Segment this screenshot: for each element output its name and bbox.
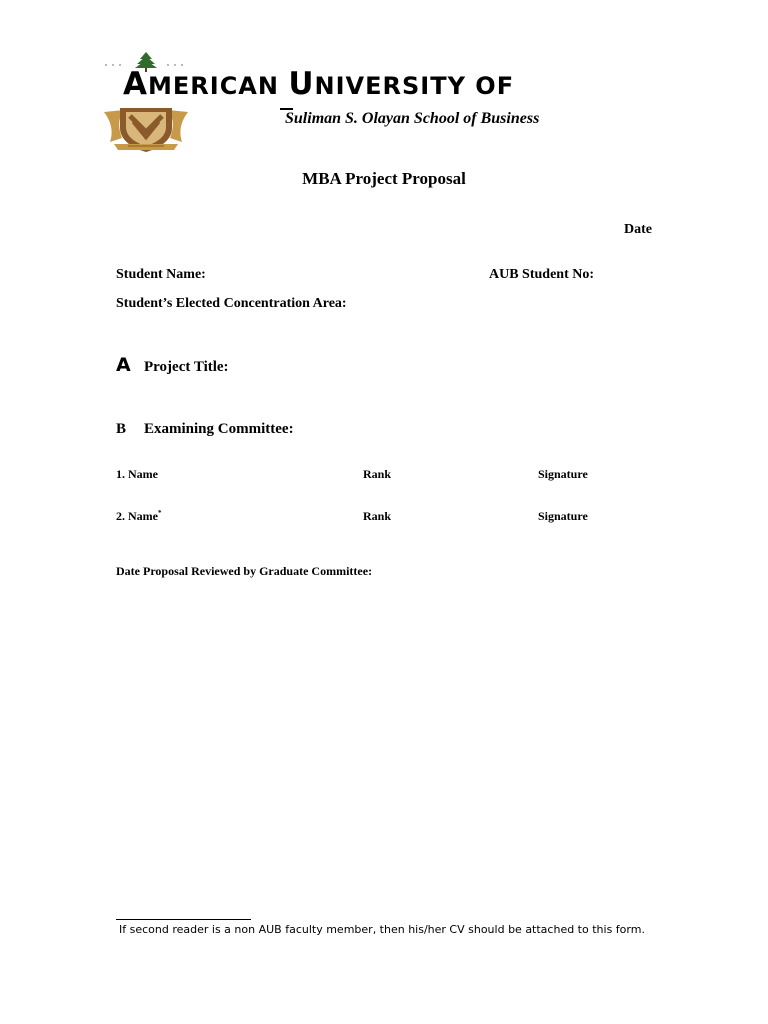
university-initial-b: U [288, 66, 315, 102]
committee-member-2-signature-label: Signature [538, 509, 588, 523]
footnote-text: If second reader is a non AUB faculty member, then his/her CV should be attached to this form. [119, 923, 645, 936]
student-name-label: Student Name: [116, 267, 206, 282]
committee-member-1-rank-label: Rank [363, 467, 392, 481]
section-a-letter: A [116, 354, 131, 376]
shield-emblem-icon [104, 108, 188, 152]
university-name [123, 66, 514, 102]
committee-member-2-rank-label: Rank [363, 509, 392, 523]
committee-member-2-name-text: 2. Name [116, 509, 158, 523]
examining-committee-label: Examining Committee: [144, 421, 294, 437]
committee-member-1-signature-label: Signature [538, 467, 588, 481]
date-label: Date [624, 222, 652, 237]
university-word-b: NIVERSITY OF [314, 72, 515, 100]
university-word-a: MERICAN [148, 72, 289, 100]
document-title: MBA Project Proposal [302, 169, 466, 188]
university-initial-a: A [123, 66, 148, 102]
footnote-marker: * [158, 509, 162, 517]
project-title-label: Project Title: [144, 359, 229, 375]
committee-member-2-name-label [116, 509, 162, 524]
concentration-area-label: Student’s Elected Concentration Area: [116, 296, 347, 311]
graduate-committee-review-label: Date Proposal Reviewed by Graduate Committee: [116, 564, 373, 578]
section-b-letter: B [116, 421, 127, 437]
committee-member-1-name-label: 1. Name [116, 467, 158, 481]
school-name: Suliman S. Olayan School of Business [285, 110, 540, 127]
student-number-label: AUB Student No: [489, 267, 595, 282]
footnote-separator [116, 919, 251, 920]
